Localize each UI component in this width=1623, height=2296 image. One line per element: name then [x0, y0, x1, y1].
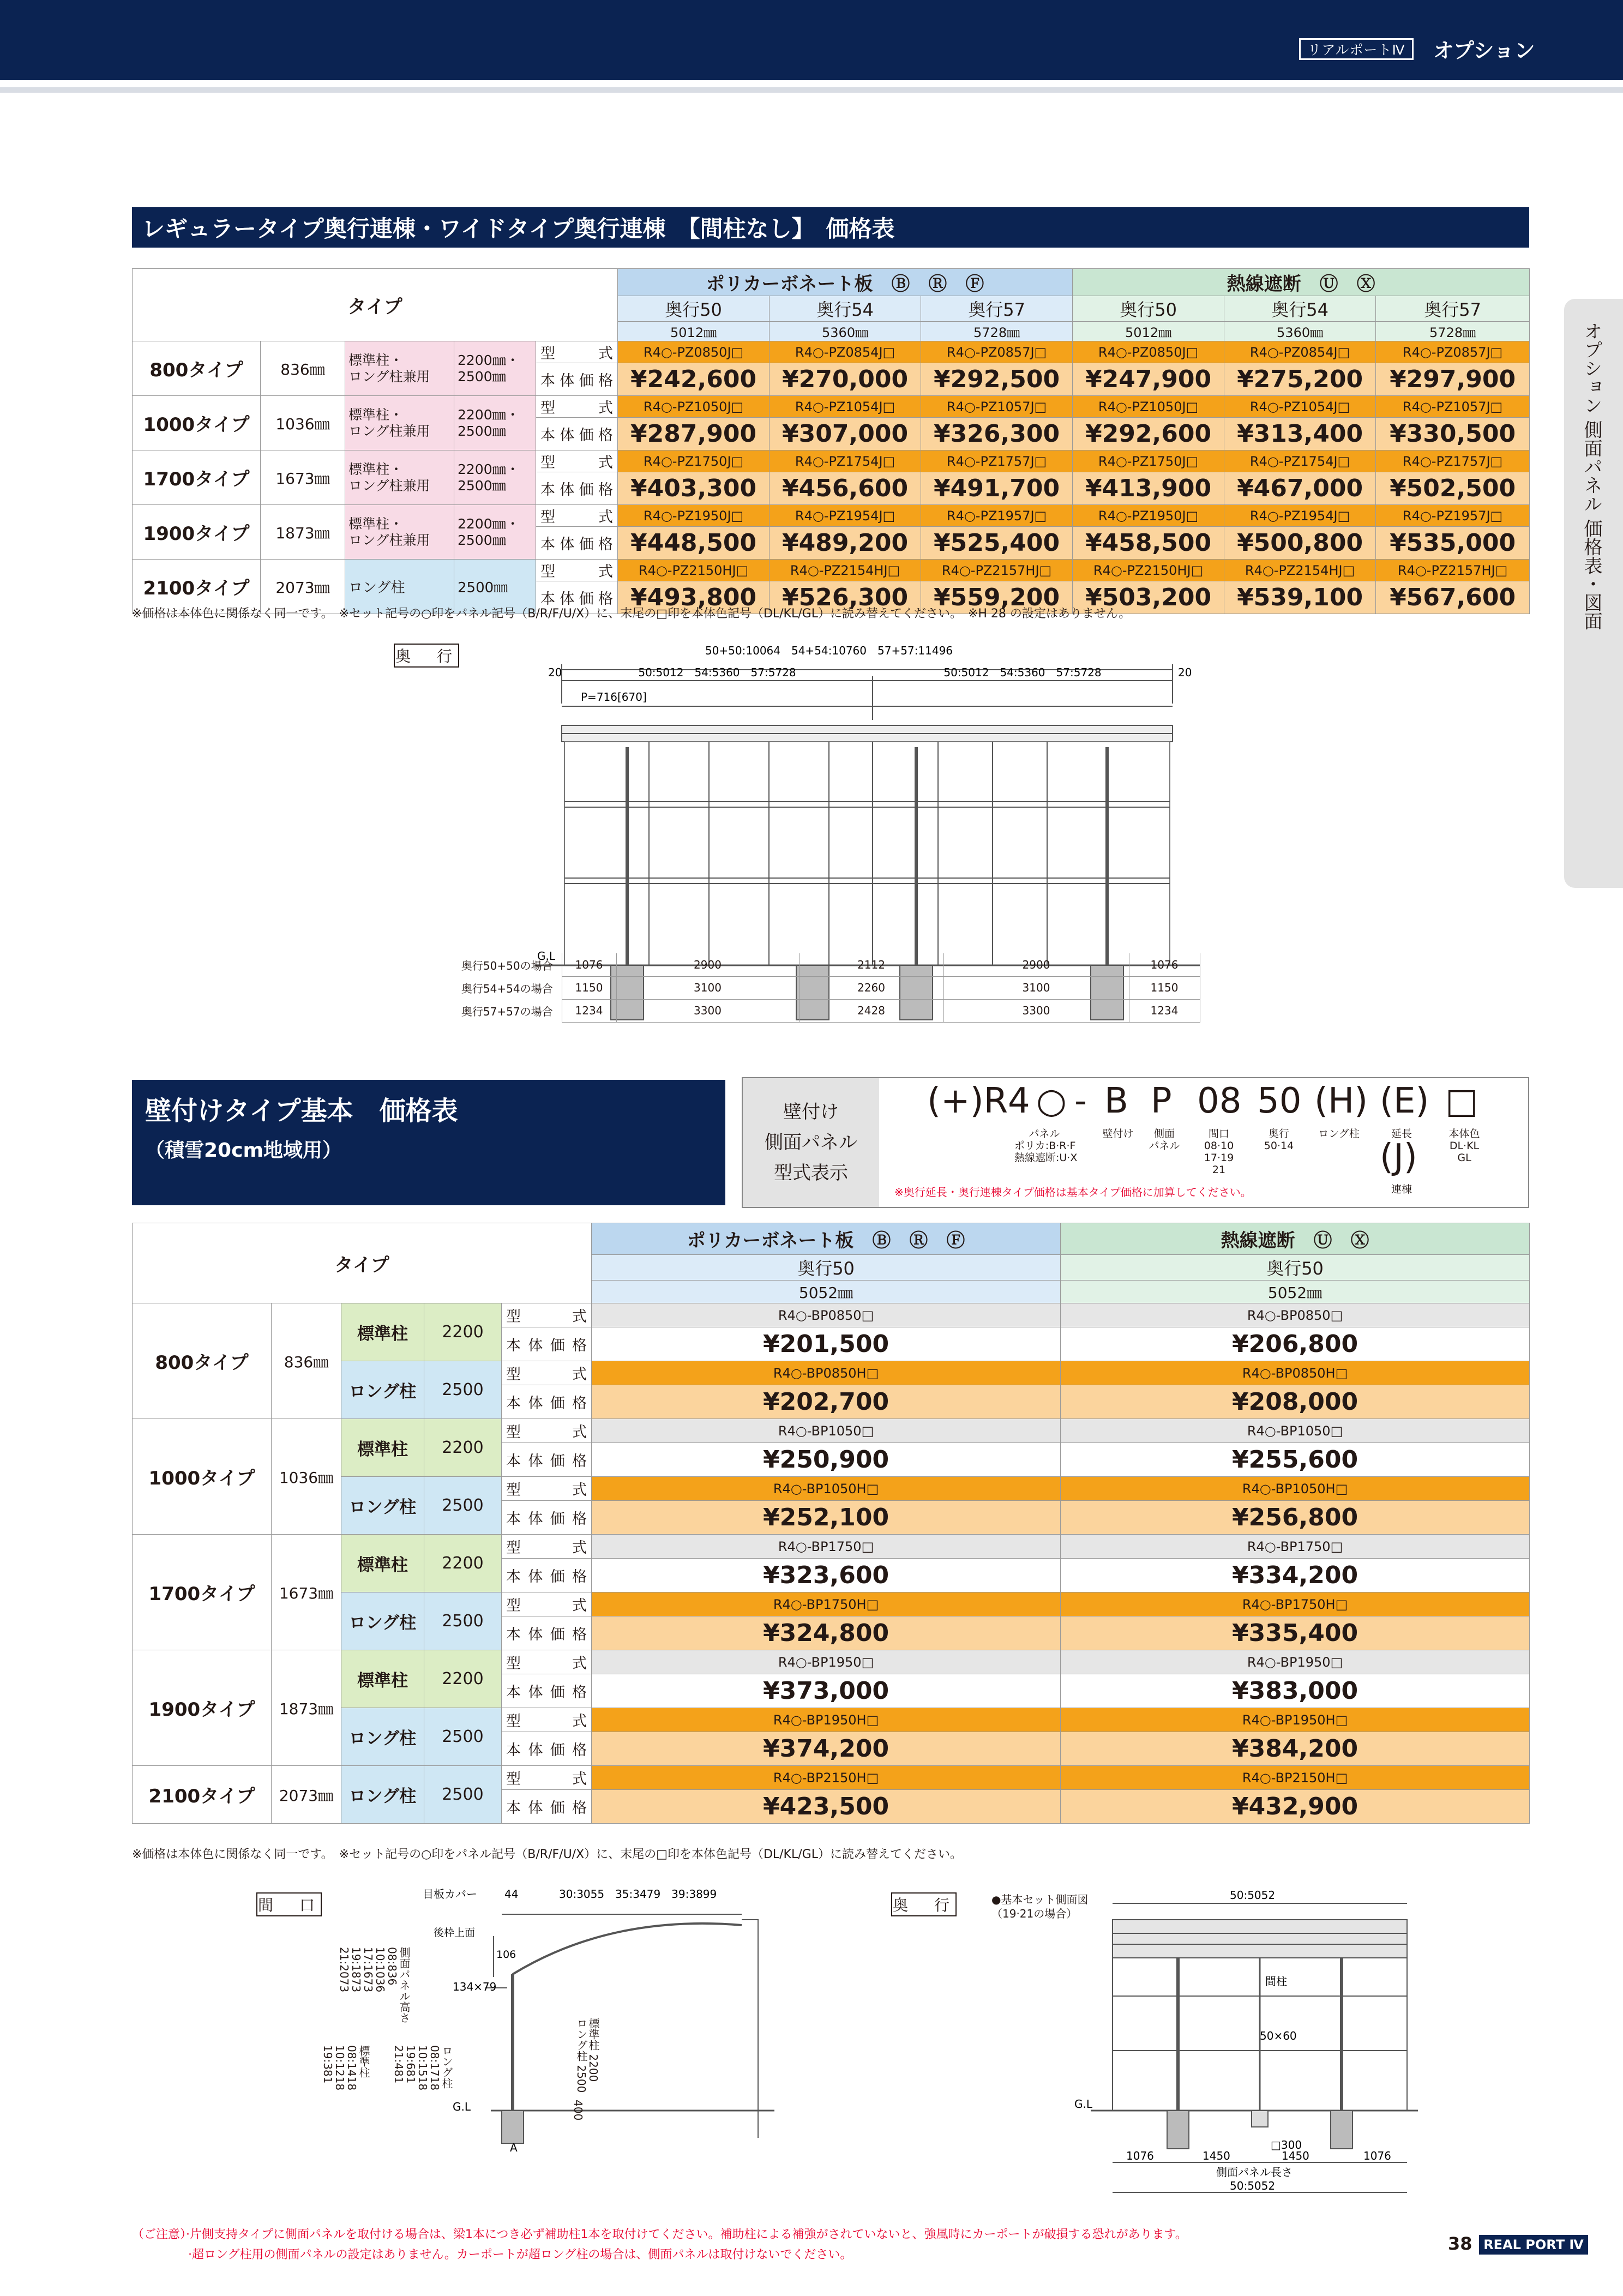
price-row-label: 本体価格 — [540, 536, 614, 553]
brand-badge: REAL PORT Ⅳ — [1479, 2235, 1588, 2255]
price: ¥458,500 — [1085, 529, 1212, 557]
price: ¥423,500 — [763, 1793, 889, 1820]
type-width: 1036㎜ — [275, 414, 330, 433]
type-name: 1700タイプ — [143, 468, 250, 490]
post-type: 標準柱 — [357, 1440, 408, 1459]
model-code: R4○-BP2150H□ — [1242, 1770, 1348, 1786]
model-code: R4○-PZ1954J□ — [1249, 508, 1350, 524]
diagram3-caption: ●基本セット側面図 （19·21の場合） — [991, 1893, 1089, 1920]
type-name: 800タイプ — [155, 1352, 249, 1374]
price: ¥201,500 — [763, 1330, 889, 1358]
post-height: 2500 — [442, 1380, 484, 1399]
diagram3-label: 奥 行 — [891, 1892, 957, 1916]
price-table-2 — [132, 1223, 1530, 1824]
eaves-cover-label: 目板カバー — [423, 1888, 477, 1901]
model-row-label: 型 式 — [506, 1540, 587, 1556]
depth-mm: 5052㎜ — [1267, 1283, 1323, 1302]
model-code: R4○-PZ2157HJ□ — [941, 562, 1052, 578]
model-code: R4○-PZ1757J□ — [946, 453, 1047, 469]
price: ¥275,200 — [1237, 365, 1363, 393]
model-row-label: 型 式 — [506, 1482, 587, 1499]
post-type: ロング柱 — [348, 1787, 417, 1806]
model-code: R4○-PZ0854J□ — [795, 344, 895, 360]
poly-group-header: ポリカーボネート板 Ⓑ Ⓡ Ⓕ — [687, 1230, 965, 1252]
type-header: タイプ — [347, 296, 402, 318]
type-width: 1873㎜ — [279, 1699, 334, 1718]
model-code: R4○-BP1050H□ — [1242, 1481, 1348, 1496]
model-row-label: 型 式 — [506, 1424, 587, 1441]
depth-mm: 5728㎜ — [973, 325, 1020, 340]
post-type: 標準柱 — [357, 1324, 408, 1344]
price: ¥526,300 — [782, 584, 909, 611]
model-code: R4○-BP1050H□ — [773, 1481, 879, 1496]
price: ¥252,100 — [763, 1504, 889, 1531]
price-row-label: 本体価格 — [506, 1511, 587, 1528]
depth-dim: 1150 — [575, 981, 603, 994]
depth-header: 奥行54 — [1271, 299, 1329, 320]
depth-mm: 5012㎜ — [670, 325, 717, 340]
model-code: R4○-PZ0850J□ — [643, 344, 744, 360]
right-half-dims: 50:5012 54:5360 57:5728 — [943, 666, 1102, 679]
post-type: 標準柱 — [357, 1555, 408, 1575]
price: ¥500,800 — [1237, 529, 1363, 557]
header-rule — [0, 87, 1623, 93]
price: ¥403,300 — [630, 474, 757, 502]
price: ¥491,700 — [934, 474, 1060, 502]
ground-level-label: G.L — [537, 949, 555, 963]
model-row-label: 型 式 — [540, 509, 614, 526]
post-type: 標準柱・ ロング柱兼用 — [348, 461, 430, 494]
depth-header: 奥行50 — [797, 1258, 855, 1279]
depth-dim: 2428 — [857, 1004, 885, 1017]
depth-dim: 3100 — [1022, 981, 1050, 994]
svg-text:側面パネル長さ: 側面パネル長さ — [1216, 2166, 1293, 2179]
model-joint: (J) — [1380, 1137, 1417, 1177]
post-height: 2200㎜・ 2500㎜ — [458, 461, 520, 494]
model-code: R4○-PZ1057J□ — [1402, 399, 1503, 414]
right-edge-dim: 20 — [1178, 666, 1192, 679]
price: ¥206,800 — [1232, 1330, 1358, 1358]
type-width: 836㎜ — [280, 360, 325, 378]
model-code: R4○-BP0850□ — [778, 1307, 874, 1323]
post-height: 2200 — [442, 1554, 484, 1573]
depth-header: 奥行54 — [816, 299, 874, 320]
model-color: □ — [1445, 1081, 1478, 1121]
model-row-label: 型 式 — [540, 563, 614, 580]
model-row-label: 型 式 — [506, 1713, 587, 1730]
model-code: R4○-PZ2154HJ□ — [790, 562, 900, 578]
price: ¥297,900 — [1390, 365, 1516, 393]
svg-text:1076: 1076 — [1126, 2149, 1154, 2162]
price-row-label: 本体価格 — [506, 1626, 587, 1643]
post-height: 2200 — [442, 1323, 484, 1342]
price: ¥334,200 — [1232, 1561, 1358, 1589]
std-post-dims: 標準柱 08:1418 10:1218 19:381 — [321, 2045, 370, 2091]
table2-title: 壁付けタイプ基本 価格表 — [145, 1096, 458, 1126]
model-row-label: 型 式 — [506, 1655, 587, 1672]
model-code: R4○-PZ1050J□ — [643, 399, 744, 414]
depth-header: 奥行50 — [1120, 299, 1177, 320]
table2-subtitle: （積雪20cm地域用） — [145, 1139, 342, 1162]
page-number: 38 — [1448, 2233, 1472, 2254]
post-type: ロング柱 — [348, 580, 405, 596]
svg-text:G.L: G.L — [453, 2100, 471, 2113]
price-row-label: 本体価格 — [506, 1800, 587, 1817]
depth-dim: 1234 — [575, 1004, 603, 1017]
depth-dim: 3100 — [694, 981, 722, 994]
model-row-label: 型 式 — [540, 454, 614, 471]
price: ¥247,900 — [1085, 365, 1212, 393]
svg-text:間柱: 間柱 — [1265, 1975, 1287, 1988]
depth-dim: 1150 — [1150, 981, 1179, 994]
price-row-label: 本体価格 — [506, 1395, 587, 1412]
model-code: R4○-BP1950H□ — [773, 1712, 879, 1728]
overall-depth-dims: 50+50:10064 54+54:10760 57+57:11496 — [705, 644, 953, 657]
svg-text:1450: 1450 — [1282, 2149, 1309, 2162]
post-height: 2200 — [442, 1438, 484, 1457]
long-post-dims: ロング柱 08:1718 10:1518 19:681 21:481 — [392, 2045, 453, 2091]
model-row-label: 型 式 — [506, 1771, 587, 1788]
depth-dim: 1234 — [1150, 1004, 1179, 1017]
post-height-dims: 標準柱 2200 ロング柱 2500 — [575, 2018, 600, 2093]
price-table-1 — [132, 268, 1530, 614]
depth-header: 奥行57 — [1424, 299, 1481, 320]
model-code: R4○-PZ1750J□ — [643, 453, 744, 469]
price: ¥208,000 — [1232, 1388, 1358, 1416]
price: ¥250,900 — [763, 1446, 889, 1474]
model-code: R4○-BP0850H□ — [773, 1365, 879, 1381]
price: ¥432,900 — [1232, 1793, 1358, 1820]
model-code: R4○-PZ1057J□ — [946, 399, 1047, 414]
depth-header: 奥行57 — [968, 299, 1025, 320]
price: ¥383,000 — [1232, 1677, 1358, 1705]
type-name: 1900タイプ — [143, 523, 250, 545]
model-code: R4○-BP1750H□ — [773, 1596, 879, 1612]
model-prefix: (+)R4 — [927, 1081, 1030, 1121]
svg-text:50:5052: 50:5052 — [1230, 1889, 1276, 1902]
price: ¥559,200 — [934, 584, 1060, 611]
price-row-label: 本体価格 — [506, 1568, 587, 1585]
caution-note-2: ·超ロング柱用の側面パネルの設定はありません。カーポートが超ロング柱の場合は、側面パネルは取付けないでください。 — [188, 2248, 852, 2262]
price: ¥489,200 — [782, 529, 909, 557]
price-row-label: 本体価格 — [506, 1337, 587, 1354]
svg-text:50×60: 50×60 — [1260, 2029, 1297, 2042]
post-type: 標準柱 — [357, 1671, 408, 1691]
price: ¥287,900 — [630, 420, 757, 448]
post-height: 2500 — [442, 1612, 484, 1631]
model-long-post: (H) — [1314, 1081, 1368, 1121]
model-code: R4○-PZ1750J□ — [1098, 453, 1199, 469]
svg-text:A: A — [510, 2141, 518, 2154]
pitch-dim: P=716[670] — [581, 690, 647, 704]
model-depth: 50 — [1257, 1081, 1302, 1121]
model-code: R4○-BP0850H□ — [1242, 1365, 1348, 1381]
model-code: R4○-PZ0850J□ — [1098, 344, 1199, 360]
post-type: ロング柱 — [348, 1613, 417, 1633]
model-code: R4○-PZ1757J□ — [1402, 453, 1503, 469]
depth-mm: 5052㎜ — [798, 1283, 853, 1302]
type-name: 1700タイプ — [148, 1583, 255, 1605]
model-code: R4○-PZ2154HJ□ — [1245, 562, 1355, 578]
model-code: R4○-PZ1054J□ — [795, 399, 895, 414]
price: ¥255,600 — [1232, 1446, 1358, 1474]
depth-mm: 5012㎜ — [1125, 325, 1172, 340]
price: ¥384,200 — [1232, 1735, 1358, 1763]
price: ¥324,800 — [763, 1619, 889, 1647]
type-width: 2073㎜ — [279, 1786, 334, 1805]
price: ¥330,500 — [1390, 420, 1516, 448]
post-height: 2200㎜・ 2500㎜ — [458, 406, 520, 439]
depth-dim: 2900 — [694, 958, 722, 971]
heat-group-header: 熱線遮断 Ⓤ Ⓧ — [1221, 1230, 1369, 1252]
svg-text:□300: □300 — [1271, 2138, 1302, 2151]
post-height: 2500 — [442, 1785, 484, 1804]
post-height: 2200㎜・ 2500㎜ — [458, 352, 520, 384]
price: ¥539,100 — [1237, 584, 1363, 611]
post-type: ロング柱 — [348, 1498, 417, 1517]
price: ¥493,800 — [630, 584, 757, 611]
price: ¥202,700 — [763, 1388, 889, 1416]
model-code: R4○-BP1950□ — [778, 1654, 874, 1670]
type-header: タイプ — [334, 1254, 389, 1276]
model-code: R4○-BP1750□ — [778, 1538, 874, 1554]
model-row-label: 型 式 — [506, 1366, 587, 1383]
heat-group-header: 熱線遮断 Ⓤ Ⓧ — [1227, 273, 1375, 295]
type-width: 1673㎜ — [279, 1584, 334, 1602]
type-name: 800タイプ — [149, 359, 243, 381]
price-row-label: 本体価格 — [506, 1453, 587, 1470]
depth-dim: 3300 — [694, 1004, 722, 1017]
model-dash: - — [1074, 1081, 1087, 1121]
model-code: R4○-PZ2150HJ□ — [638, 562, 749, 578]
price: ¥373,000 — [763, 1677, 889, 1705]
depth-dim: 2900 — [1022, 958, 1050, 971]
model-code: R4○-PZ2157HJ□ — [1397, 562, 1508, 578]
post-height: 2200 — [442, 1669, 484, 1688]
caution-note: （ご注意）·片側支持タイプに側面パネルを取付ける場合は、梁1本につき必ず補助柱1本を取付けてください。補助柱による補強がされていないと、強風時にカーポートが破損する恐れがあります。 — [132, 2228, 1187, 2241]
type-width: 1873㎜ — [275, 524, 330, 542]
model-code: R4○-BP1750H□ — [1242, 1596, 1348, 1612]
svg-text:後枠上面: 後枠上面 — [434, 1927, 476, 1939]
model-code: R4○-BP1950H□ — [1242, 1712, 1348, 1728]
price: ¥307,000 — [782, 420, 909, 448]
price-row-label: 本体価格 — [506, 1742, 587, 1759]
model-code: R4○-PZ2150HJ□ — [1093, 562, 1204, 578]
series-badge: リアルポートⅣ — [1299, 38, 1414, 60]
depth-dim: 2112 — [857, 958, 885, 971]
price-row-label: 本体価格 — [540, 372, 614, 389]
price: ¥292,600 — [1085, 420, 1212, 448]
section-label: オプション — [1433, 39, 1535, 63]
side-tab-label: オプション 側面パネル 価格表・図面 — [1580, 322, 1602, 630]
model-code: R4○-BP1050□ — [778, 1423, 874, 1439]
left-edge-dim: 20 — [548, 666, 562, 679]
table1-note: ※価格は本体色に関係なく同一です。 ※セット記号の○印をパネル記号（B/R/F/U/X）に、末尾の□印を本体色記号（DL/KL/GL）に読み替えてください。 ※H 28 の設定はありません。 — [132, 607, 1131, 621]
depth-header: 奥行50 — [665, 299, 722, 320]
model-panel-symbol: ○ — [1036, 1081, 1067, 1121]
price: ¥567,600 — [1390, 584, 1516, 611]
price: ¥256,800 — [1232, 1504, 1358, 1531]
diagram1-label: 奥 行 — [394, 644, 459, 668]
svg-text:1450: 1450 — [1203, 2149, 1230, 2162]
price-row-label: 本体価格 — [540, 482, 614, 498]
post-type: 標準柱・ ロング柱兼用 — [348, 515, 430, 548]
price: ¥502,500 — [1390, 474, 1516, 502]
svg-text:50:5052: 50:5052 — [1230, 2179, 1276, 2192]
model-code: R4○-BP1750□ — [1247, 1538, 1343, 1554]
model-code: R4○-PZ1054J□ — [1249, 399, 1350, 414]
price: ¥242,600 — [630, 365, 757, 393]
post-height: 2500㎜ — [458, 580, 508, 596]
model-row-label: 型 式 — [540, 400, 614, 417]
post-type: ロング柱 — [348, 1382, 417, 1402]
model-code: R4○-BP0850□ — [1247, 1307, 1343, 1323]
model-b: B — [1104, 1081, 1128, 1121]
table1-title: レギュラータイプ奥行連棟・ワイドタイプ奥行連棟 【間柱なし】 価格表 — [132, 207, 1529, 248]
depth-dimension-table — [453, 953, 1200, 1023]
model-width: 08 — [1197, 1081, 1242, 1121]
model-code: R4○-BP1050□ — [1247, 1423, 1343, 1439]
price: ¥326,300 — [934, 420, 1060, 448]
price: ¥448,500 — [630, 529, 757, 557]
beam-size: 134×79 — [453, 1980, 497, 1993]
depth-mm: 5728㎜ — [1429, 325, 1476, 340]
price: ¥374,200 — [763, 1735, 889, 1763]
model-row-label: 型 式 — [506, 1597, 587, 1614]
depth-header: 奥行50 — [1266, 1258, 1324, 1279]
model-code: R4○-PZ1957J□ — [946, 508, 1047, 524]
svg-text:106: 106 — [496, 1949, 516, 1961]
depth-dim: 3300 — [1022, 1004, 1050, 1017]
side-elevation-drawing — [1069, 1887, 1423, 2214]
model-code: R4○-PZ0857J□ — [1402, 344, 1503, 360]
model-row-label: 型 式 — [506, 1308, 587, 1325]
price: ¥456,600 — [782, 474, 909, 502]
price-row-label: 本体価格 — [540, 591, 614, 608]
poly-group-header: ポリカーボネート板 Ⓑ Ⓡ Ⓕ — [706, 273, 984, 295]
table2-title-block — [132, 1080, 725, 1205]
price: ¥313,400 — [1237, 420, 1363, 448]
model-code: R4○-PZ1957J□ — [1402, 508, 1503, 524]
price: ¥535,000 — [1390, 529, 1516, 557]
table2-note: ※価格は本体色に関係なく同一です。 ※セット記号の○印をパネル記号（B/R/F/U/X）に、末尾の□印を本体色記号（DL/KL/GL）に読み替えてください。 — [132, 1848, 962, 1861]
diagram2-label: 間 口 — [256, 1892, 322, 1916]
price: ¥292,500 — [934, 365, 1060, 393]
depth-case-label: 奥行54+54の場合 — [461, 982, 553, 995]
post-height: 2500 — [442, 1496, 484, 1515]
left-half-dims: 50:5012 54:5360 57:5728 — [638, 666, 796, 679]
price: ¥467,000 — [1237, 474, 1363, 502]
model-code-label: 壁付け 側面パネル 型式表示 — [743, 1078, 879, 1207]
price-row-label: 本体価格 — [506, 1684, 587, 1701]
post-height: 2500 — [442, 1727, 484, 1746]
svg-text:G.L: G.L — [1074, 2097, 1092, 2111]
price: ¥323,600 — [763, 1561, 889, 1589]
model-code: R4○-BP1950□ — [1247, 1654, 1343, 1670]
model-p: P — [1151, 1081, 1172, 1121]
width-dims: 30:3055 35:3479 39:3899 — [559, 1888, 717, 1901]
post-height: 2200㎜・ 2500㎜ — [458, 515, 520, 548]
post-type: ロング柱 — [348, 1729, 417, 1748]
model-code: R4○-PZ1754J□ — [1249, 453, 1350, 469]
price: ¥270,000 — [782, 365, 909, 393]
model-code: R4○-PZ0854J□ — [1249, 344, 1350, 360]
model-code: R4○-BP2150H□ — [773, 1770, 879, 1786]
depth-dim: 1076 — [575, 958, 603, 971]
depth-mm: 5360㎜ — [822, 325, 869, 340]
svg-text:1076: 1076 — [1363, 2149, 1391, 2162]
price: ¥335,400 — [1232, 1619, 1358, 1647]
model-code: R4○-PZ1050J□ — [1098, 399, 1199, 414]
type-name: 2100タイプ — [148, 1786, 255, 1807]
depth-dim: 1076 — [1150, 958, 1179, 971]
depth-dim: 2260 — [857, 981, 885, 994]
post-type: 標準柱・ ロング柱兼用 — [348, 352, 430, 384]
price-row-label: 本体価格 — [540, 427, 614, 444]
svg-text:44: 44 — [504, 1888, 519, 1901]
model-code: R4○-PZ1950J□ — [1098, 508, 1199, 524]
depth-mm: 5360㎜ — [1277, 325, 1324, 340]
depth-case-label: 奥行50+50の場合 — [461, 959, 553, 972]
price: ¥525,400 — [934, 529, 1060, 557]
type-width: 1036㎜ — [279, 1468, 334, 1487]
type-name: 1000タイプ — [148, 1468, 255, 1489]
depth-case-label: 奥行57+57の場合 — [461, 1005, 553, 1018]
type-width: 2073㎜ — [275, 578, 330, 597]
type-width: 1673㎜ — [275, 469, 330, 488]
model-note: ※奥行延長・奥行連棟タイプ価格は基本タイプ価格に加算してください。 — [894, 1186, 1252, 1199]
type-name: 1900タイプ — [148, 1699, 255, 1721]
panel-height-dims: 側面パネル高さ 08:836 10:1036 17:1673 19:1873 21:2073 — [338, 1947, 411, 2023]
type-width: 836㎜ — [284, 1353, 329, 1371]
model-code: R4○-PZ0857J□ — [946, 344, 1047, 360]
model-code: R4○-PZ1754J□ — [795, 453, 895, 469]
model-extend: (E) — [1380, 1081, 1429, 1121]
model-code: R4○-PZ1954J□ — [795, 508, 895, 524]
model-row-label: 型 式 — [540, 345, 614, 362]
post-type: 標準柱・ ロング柱兼用 — [348, 406, 430, 439]
model-code: R4○-PZ1950J□ — [643, 508, 744, 524]
price: ¥413,900 — [1085, 474, 1212, 502]
type-name: 1000タイプ — [143, 414, 250, 436]
type-name: 2100タイプ — [143, 578, 250, 599]
price: ¥503,200 — [1085, 584, 1212, 611]
